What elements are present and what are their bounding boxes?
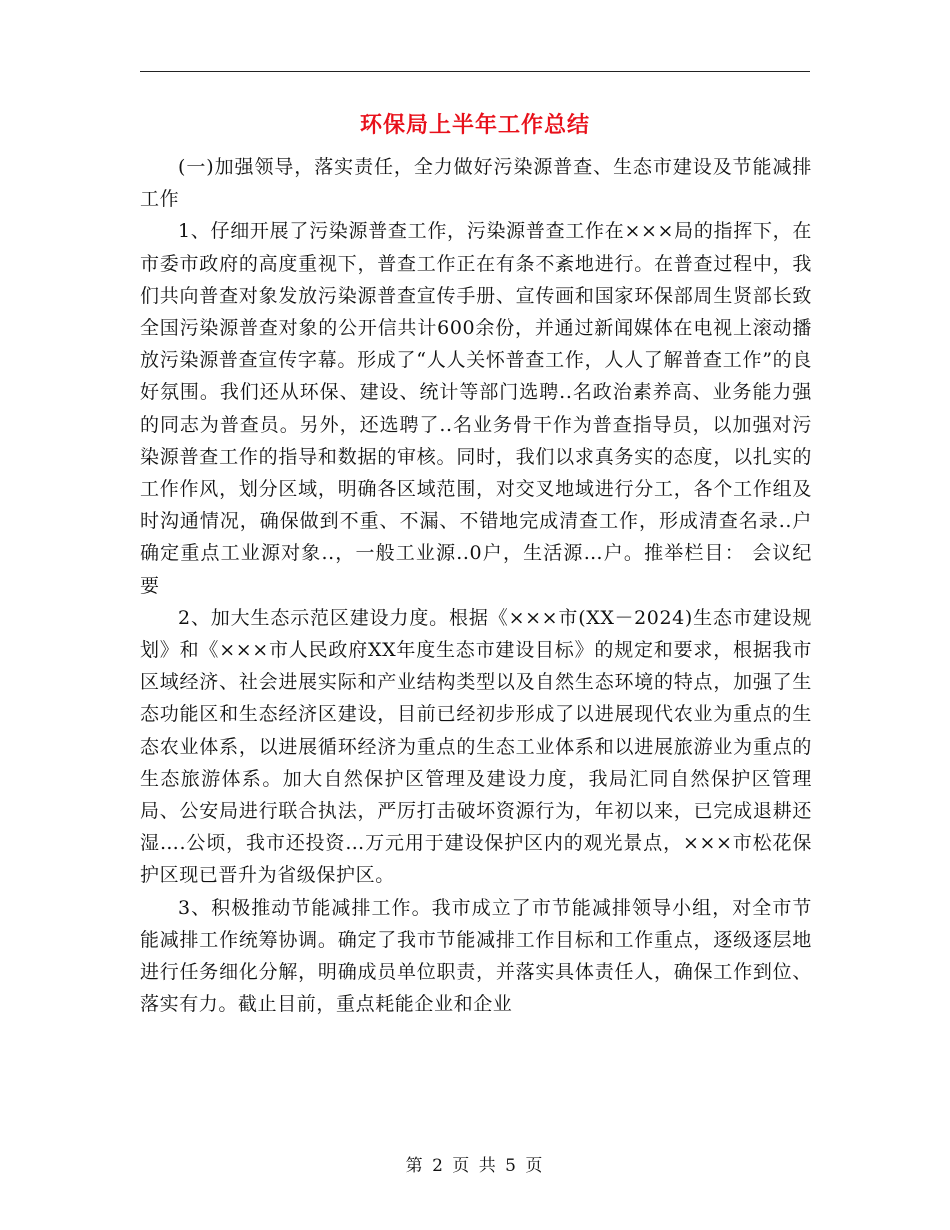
header-rule: [140, 71, 810, 72]
document-title: 环保局上半年工作总结: [359, 112, 590, 138]
paragraph-ecological-demonstration: 2、加大生态示范区建设力度。根据《×××市(XX－2024)生态市建设规划》和《×××市人民政府XX年度生态市建设目标》的规定和要求，根据我市区域经济、社会进展实际和产业结构类型以及自然生态环境的特点，加强了生态功能区和生态经济区建设，目前已经初步形成了以进展现代农业为重点的生态农业体系，以进展循环经济为重点的生态工业体系和以进展旅游业为重点的生态旅游体系。加大自然保护区管理及建设力度，我局汇同自然保护区管理局、公安局进行联合执法，严厉打击破坏资源行为，年初以来，已完成退耕还湿….公顷，我市还投资…万元用于建设保护区内的观光景点，×××市松花保护区现已晋升为省级保护区。: [140, 606, 812, 887]
document-body: [140, 151, 812, 1020]
paragraph-energy-saving: 3、积极推动节能减排工作。我市成立了市节能减排领导小组，对全市节能减排工作统筹协调。确定了我市节能减排工作目标和工作重点，逐级逐层地进行任务细化分解，明确成员单位职责，并落实具体责任人，确保工作到位、落实有力。截止目前，重点耗能企业和企业: [140, 896, 812, 1016]
section-heading: (一)加强领导，落实责任，全力做好污染源普查、生态市建设及节能减排工作: [140, 156, 812, 211]
page-number: 第 2 页 共 5 页: [405, 1156, 545, 1176]
paragraph-pollution-census: 1、仔细开展了污染源普查工作，污染源普查工作在×××局的指挥下，在市委市政府的高度重视下，普查工作正在有条不紊地进行。在普查过程中，我们共向普查对象发放污染源普查宣传手册、宣传画和国家环保部周生贤部长致全国污染源普查对象的公开信共计600余份，并通过新闻媒体在电视上滚动播放污染源普查宣传字幕。形成了“人人关怀普查工作，人人了解普查工作”的良好氛围。我们还从环保、建设、统计等部门选聘..名政治素养高、业务能力强的同志为普查员。另外，还选聘了..名业务骨干作为普查指导员，以加强对污染源普查工作的指导和数据的审核。同时，我们以求真务实的态度，以扎实的工作作风，划分区域，明确各区域范围，对交叉地域进行分工，各个工作组及时沟通情况，确保做到不重、不漏、不错地完成清查工作，形成清查名录..户确定重点工业源对象..，一般工业源..0户，生活源…户。推举栏目： 会议纪要: [140, 220, 812, 597]
